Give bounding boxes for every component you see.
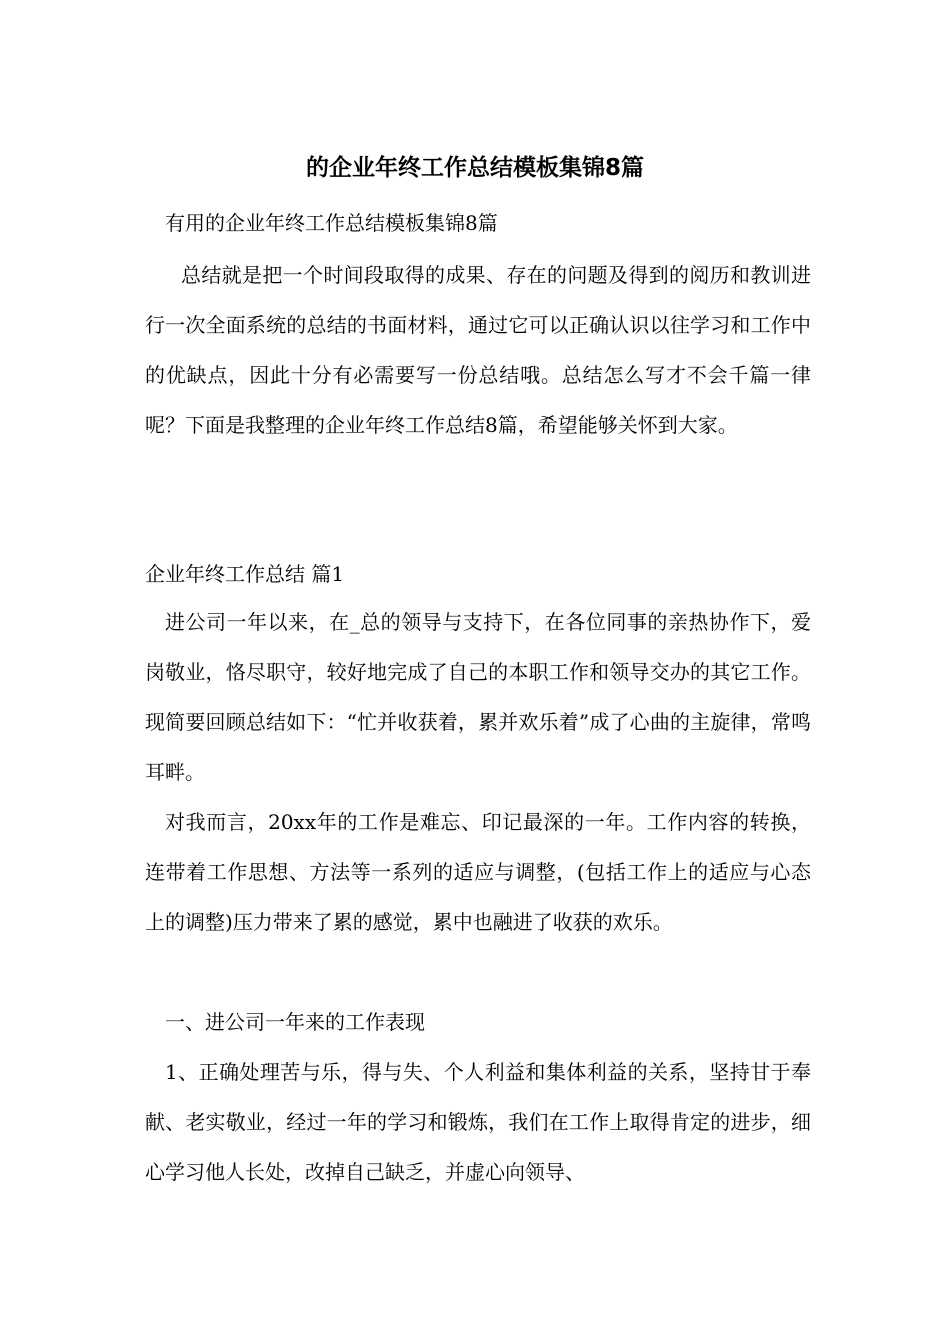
body-paragraph-1: 进公司一年以来，在_总的领导与支持下，在各位同事的亲热协作下，爱岗敬业，恪尽职守，较好地完成了自己的本职工作和领导交办的其它工作。现简要回顾总结如下：“忙并收获着，累并欢乐着”成了心曲的主旋律，常鸣耳畔。: [145, 610, 811, 784]
document-subtitle: 有用的企业年终工作总结模板集锦8篇: [165, 211, 498, 235]
subsection-heading: 一、进公司一年来的工作表现: [165, 1010, 425, 1034]
section-heading: 企业年终工作总结 篇1: [145, 562, 345, 586]
intro-paragraph: 总结就是把一个时间段取得的成果、存在的问题及得到的阅历和教训进行一次全面系统的总结的书面材料，通过它可以正确认识以往学习和工作中的优缺点，因此十分有必需要写一份总结哦。总结怎么写才不会千篇一律呢？下面是我整理的企业年终工作总结8篇，希望能够关怀到大家。: [145, 263, 811, 437]
document-title: 的企业年终工作总结模板集锦8篇: [305, 155, 644, 181]
body-paragraph-3: 1、正确处理苦与乐，得与失、个人利益和集体利益的关系，坚持甘于奉献、老实敬业，经过一年的学习和锻炼，我们在工作上取得肯定的进步，细心学习他人长处，改掉自己缺乏，并虚心向领导、: [145, 1060, 811, 1184]
body-paragraph-2: 对我而言，20xx年的工作是难忘、印记最深的一年。工作内容的转换，连带着工作思想、方法等一系列的适应与调整，(包括工作上的适应与心态上的调整)压力带来了累的感觉，累中也融进了收获的欢乐。: [145, 810, 811, 934]
